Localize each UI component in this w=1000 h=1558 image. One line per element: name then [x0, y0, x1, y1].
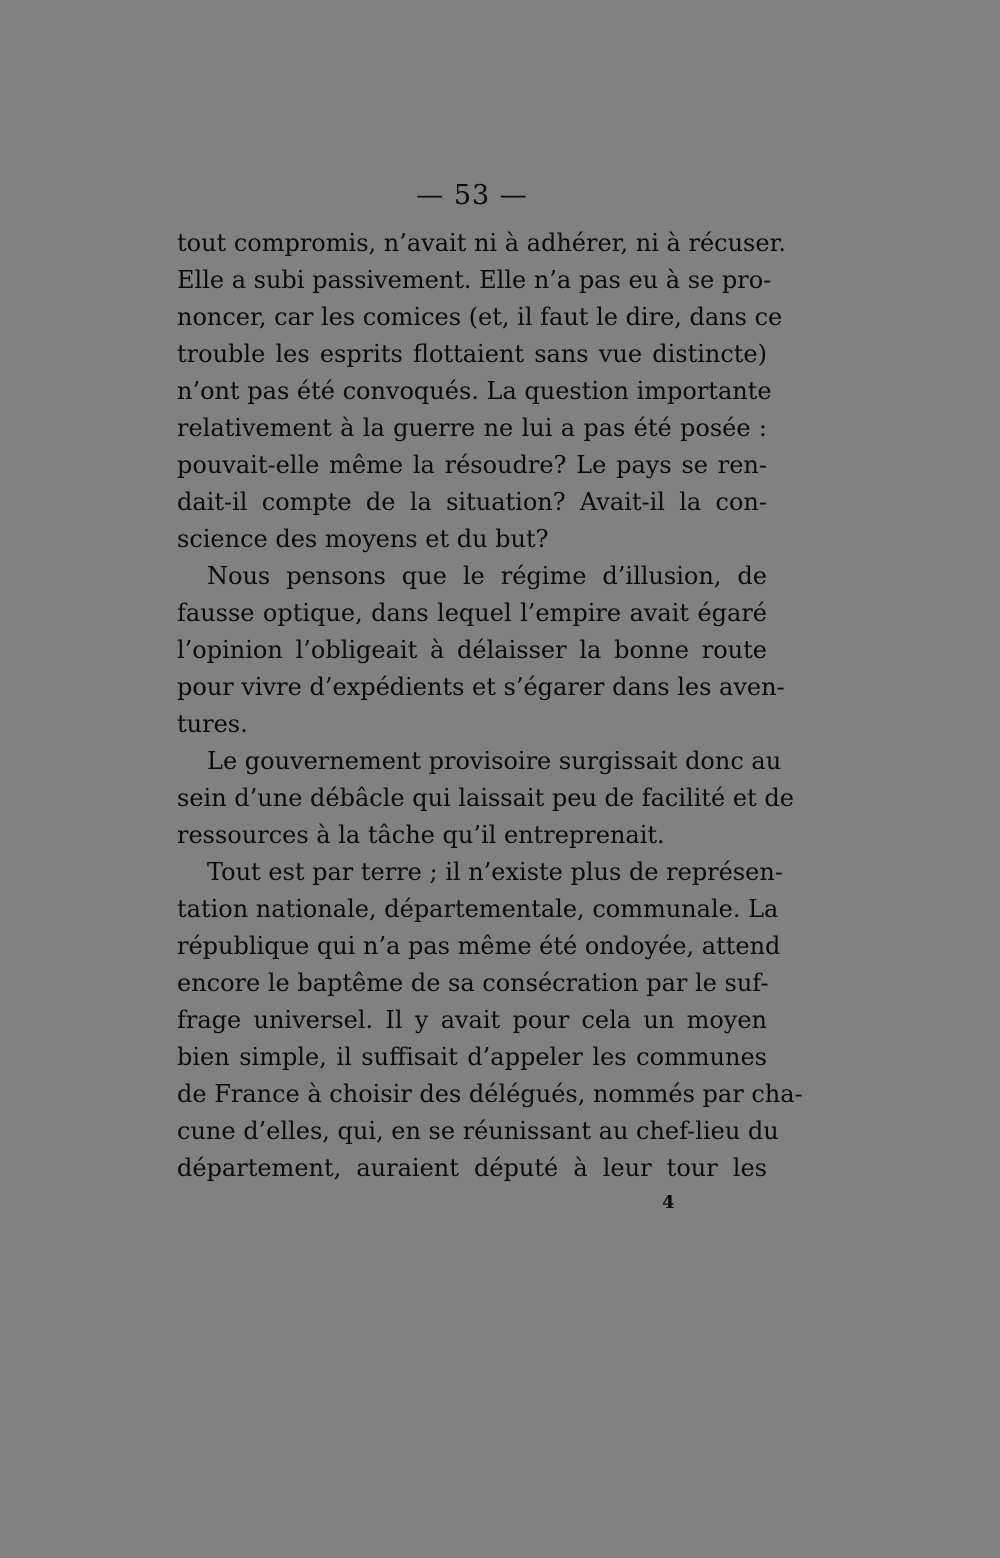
- text-line: tures.: [177, 710, 248, 738]
- paragraph: [177, 743, 794, 854]
- text-line: Tout est par terre ; il n’existe plus de représen-: [207, 858, 783, 886]
- text-line: noncer, car les comices (et, il faut le dire, dans ce: [177, 303, 783, 331]
- text-line: pour vivre d’expédients et s’égarer dans les aven-: [177, 673, 785, 701]
- signature-mark: 4: [662, 1192, 675, 1213]
- text-line: tation nationale, départementale, communale. La: [177, 895, 779, 923]
- text-line: sein d’une débâcle qui laissait peu de facilité et de: [177, 784, 794, 812]
- text-line: département, auraient député à leur tour les: [177, 1154, 767, 1182]
- text-line: cune d’elles, qui, en se réunissant au chef-lieu du: [177, 1117, 779, 1145]
- text-line: relativement à la guerre ne lui a pas été posée :: [177, 414, 767, 442]
- paragraph: [177, 558, 785, 743]
- text-line: dait-il compte de la situation? Avait-il la con-: [177, 488, 767, 516]
- text-line: trouble les esprits flottaient sans vue distincte): [177, 340, 767, 368]
- text-line: tout compromis, n’avait ni à adhérer, ni à récuser.: [177, 229, 787, 257]
- text-line: encore le baptême de sa consécration par le suf-: [177, 969, 769, 997]
- page-number: — 53 —: [416, 180, 528, 211]
- text-line: de France à choisir des délégués, nommés par cha-: [177, 1080, 803, 1108]
- text-line: Nous pensons que le régime d’illusion, de: [207, 562, 767, 590]
- text-line: ressources à la tâche qu’il entreprenait.: [177, 821, 665, 849]
- text-line: fausse optique, dans lequel l’empire avait égaré: [177, 599, 767, 627]
- text-line: Elle a subi passivement. Elle n’a pas eu à se pro-: [177, 266, 772, 294]
- text-line: frage universel. Il y avait pour cela un moyen: [177, 1006, 767, 1034]
- text-line: république qui n’a pas même été ondoyée, attend: [177, 932, 781, 960]
- text-line: bien simple, il suffisait d’appeler les communes: [177, 1043, 767, 1071]
- text-line: Le gouvernement provisoire surgissait donc au: [207, 747, 782, 775]
- text-line: science des moyens et du but?: [177, 525, 549, 553]
- text-line: pouvait-elle même la résoudre? Le pays se ren-: [177, 451, 767, 479]
- text-line: l’opinion l’obligeait à délaisser la bonne route: [177, 636, 767, 664]
- paragraph: [177, 225, 787, 558]
- body-text: [177, 225, 803, 1187]
- text-line: n’ont pas été convoqués. La question importante: [177, 377, 772, 405]
- paragraph: [177, 854, 803, 1187]
